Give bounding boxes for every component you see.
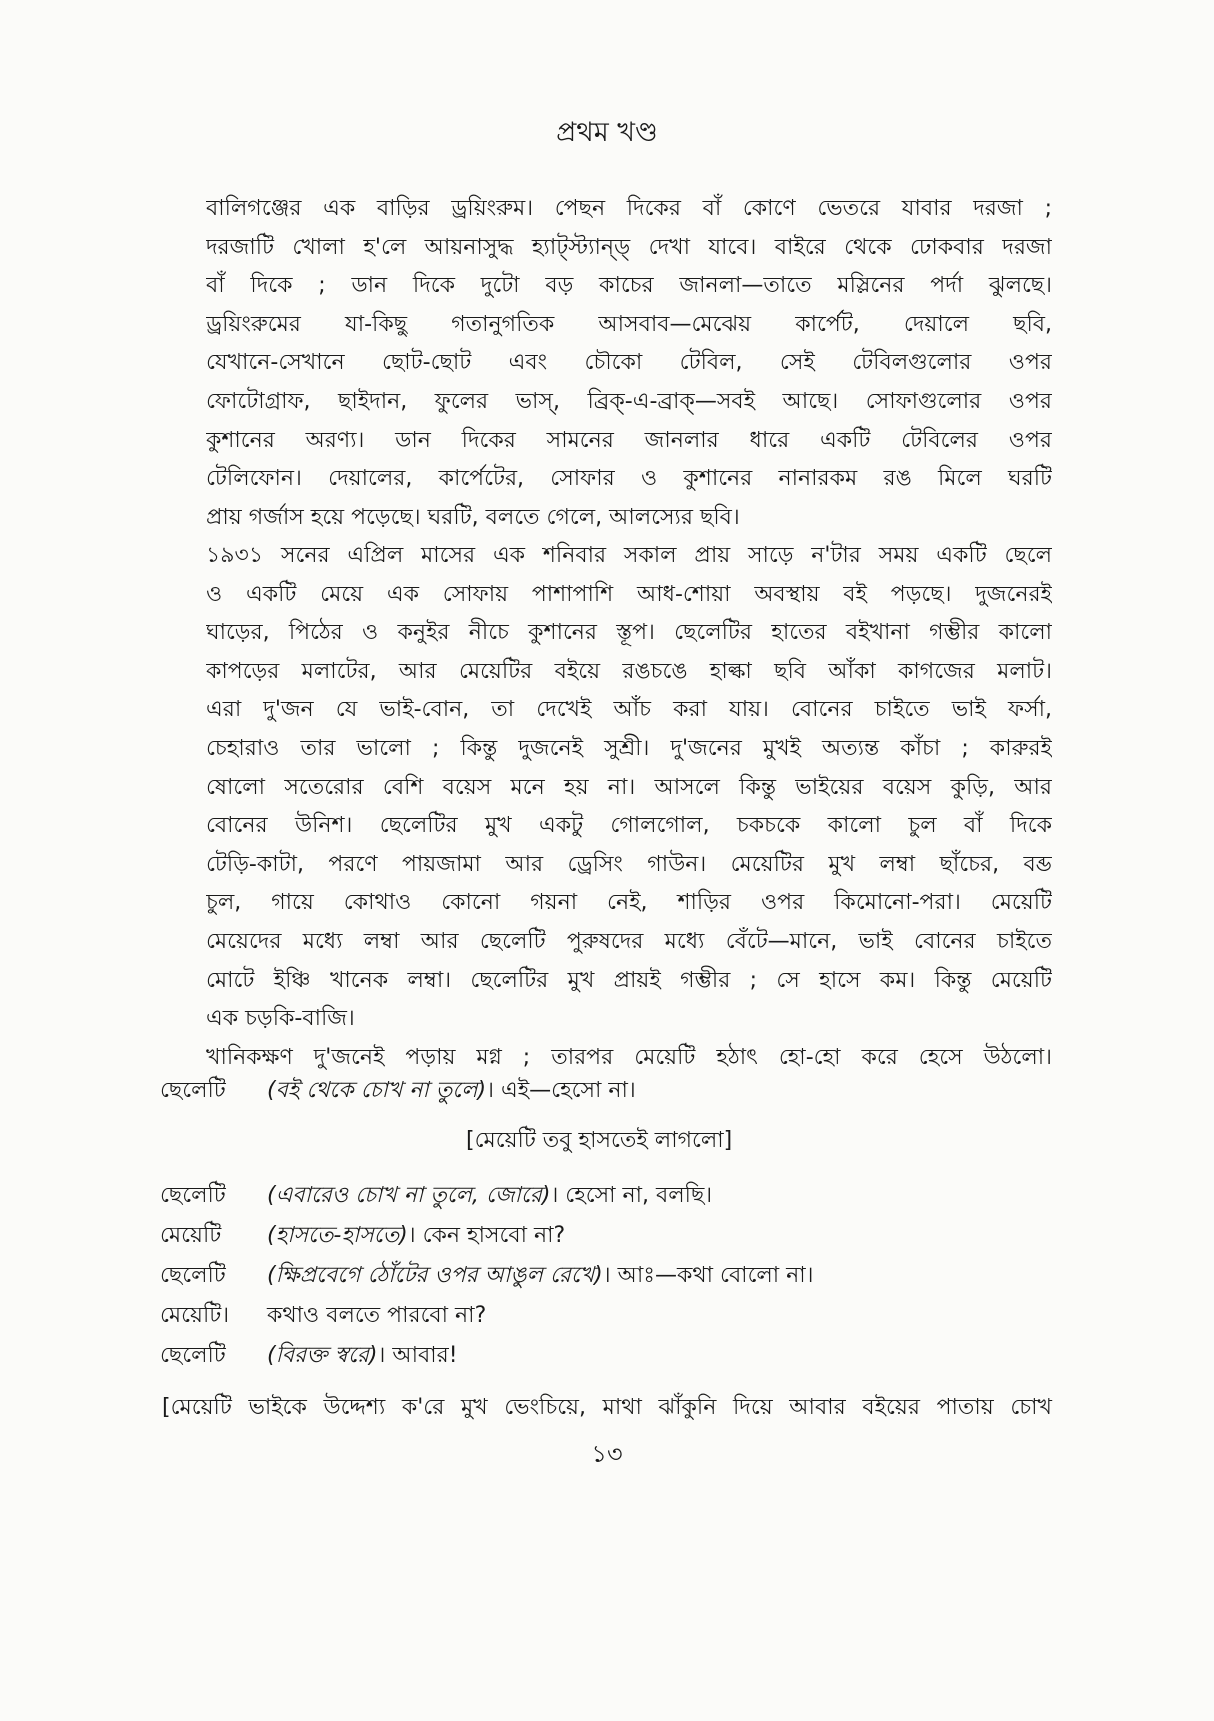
stage-direction: (হাসতে-হাসতে) (267, 1223, 408, 1248)
stage-note: [মেয়েটি তবু হাসতেই লাগলো] (466, 1128, 733, 1153)
text-line: চেহারাও তার ভালো ; কিন্তু দুজনেই সুশ্রী। দু'জনের মুখই অত্যন্ত কাঁচা ; কারুরই (206, 735, 1052, 761)
text-line: ড্রয়িংরুমের যা-কিছু গতানুগতিক আসবাব—মেঝেয় কার্পেট, দেয়ালে ছবি, (206, 311, 1052, 337)
stage-direction: (বই থেকে চোখ না তুলে) (267, 1078, 487, 1103)
text-line: বোনের উনিশ। ছেলেটির মুখ একটু গোলগোল, চকচকে কালো চুল বাঁ দিকে (206, 813, 1052, 839)
paragraph-setting (206, 190, 1052, 537)
dialogue-line (160, 1258, 814, 1295)
speaker: মেয়েটি (160, 1223, 222, 1248)
text-line: মেয়েদের মধ্যে লম্বা আর ছেলেটি পুরুষদের মধ্যে বেঁটে—মানে, ভাই বোনের চাইতে (206, 928, 1052, 954)
stage-direction: (বিরক্ত স্বরে) (267, 1343, 378, 1368)
stage-note-bottom: [মেয়েটি ভাইকে উদ্দেশ্য ক'রে মুখ ভেংচিয়ে, মাথা ঝাঁকুনি দিয়ে আবার বইয়ের পাতায় চোখ (162, 1395, 1052, 1420)
text-line: ষোলো সতেরোর বেশি বয়েস মনে হয় না। আসলে কিন্তু ভাইয়ের বয়েস কুড়ি, আর (206, 774, 1052, 800)
page-number: ১৩ (591, 1440, 623, 1468)
text-line: মোটে ইঞ্চি খানেক লম্বা। ছেলেটির মুখ প্রায়ই গম্ভীর ; সে হাসে কম। কিন্তু মেয়েটি (206, 967, 1052, 993)
speech: । কেন হাসবো না? (407, 1223, 566, 1248)
speaker: ছেলেটি (160, 1183, 226, 1208)
speech: । আঃ—কথা বোলো না। (602, 1263, 814, 1288)
paragraph-characters (206, 537, 1052, 1077)
speaker: ছেলেটি (160, 1343, 226, 1368)
speaker: মেয়েটি। (160, 1303, 230, 1328)
text-line: দরজাটি খোলা হ'লে আয়নাসুদ্ধ হ্যাট্স্ট্যান্ড্ দেখা যাবে। বাইরে থেকে ঢোকবার দরজা (206, 234, 1052, 260)
text-line: ঘাড়ের, পিঠের ও কনুইর নীচে কুশানের স্তূপ। ছেলেটির হাতের বইখানা গম্ভীর কালো (206, 620, 1052, 646)
text-line: ১৯৩১ সনের এপ্রিল মাসের এক শনিবার সকাল প্রায় সাড়ে ন'টার সময় একটি ছেলে (206, 543, 1052, 568)
stage-direction: (ক্ষিপ্রবেগে ঠোঁটের ওপর আঙুল রেখে) (267, 1263, 603, 1288)
text-line: টেলিফোন। দেয়ালের, কার্পেটের, সোফার ও কুশানের নানারকম রঙ মিলে ঘরটি (206, 466, 1052, 492)
dialogue-line (160, 1073, 636, 1110)
text-line: প্রায় গর্জাস হয়ে পড়েছে। ঘরটি, বলতে গেলে, আলস্যের ছবি। (206, 504, 740, 530)
dialogue-line (160, 1298, 486, 1335)
dialogue-line (160, 1338, 458, 1375)
speaker: ছেলেটি (160, 1263, 226, 1288)
dialogue-line (160, 1218, 565, 1255)
text-line: এক চড়কি-বাজি। (206, 1006, 355, 1032)
text-line: খানিকক্ষণ দু'জনেই পড়ায় মগ্ন ; তারপর মেয়েটি হঠাৎ হো-হো করে হেসে উঠলো। (206, 1044, 1052, 1070)
speech: । আবার! (377, 1343, 458, 1368)
text-line: কুশানের অরণ্য। ডান দিকের সামনের জানলার ধারে একটি টেবিলের ওপর (206, 427, 1052, 453)
section-heading: প্রথম খণ্ড (556, 117, 658, 148)
stage-direction: (এবারেও চোখ না তুলে, জোরে) (267, 1183, 551, 1208)
text-line: টেড়ি-কাটা, পরণে পায়জামা আর ড্রেসিং গাউন। মেয়েটির মুখ লম্বা ছাঁচের, বব্ড (206, 851, 1052, 877)
text-line: এরা দু'জন যে ভাই-বোন, তা দেখেই আঁচ করা যায়। বোনের চাইতে ভাই ফর্সা, (206, 697, 1052, 723)
text-line: চুল, গায়ে কোথাও কোনো গয়না নেই, শাড়ির ওপর কিমোনো-পরা। মেয়েটি (206, 890, 1052, 916)
text-line: বালিগঞ্জের এক বাড়ির ড্রয়িংরুম। পেছন দিকের বাঁ কোণে ভেতরে যাবার দরজা ; (206, 196, 1052, 221)
speech: । এই—হেসো না। (486, 1078, 636, 1103)
speaker: ছেলেটি (160, 1078, 226, 1103)
text-line: বাঁ দিকে ; ডান দিকে দুটো বড় কাচের জানলা—তাতে মস্লিনের পর্দা ঝুলছে। (206, 273, 1052, 299)
text-line: ফোটোগ্রাফ, ছাইদান, ফুলের ভাস্, ব্রিক্-এ-ব্রাক্—সবই আছে। সোফাগুলোর ওপর (206, 388, 1052, 414)
text-line: ও একটি মেয়ে এক সোফায় পাশাপাশি আধ-শোয়া অবস্থায় বই পড়ছে। দুজনেরই (206, 581, 1052, 607)
text-line: কাপড়ের মলাটের, আর মেয়েটির বইয়ে রঙচঙে হাল্কা ছবি আঁকা কাগজের মলাট। (206, 658, 1052, 684)
text-line: যেখানে-সেখানে ছোট-ছোট এবং চৌকো টেবিল, সেই টেবিলগুলোর ওপর (206, 350, 1052, 376)
speech: । হেসো না, বলছি। (550, 1183, 713, 1208)
speech: কথাও বলতে পারবো না? (267, 1303, 487, 1328)
dialogue-line (160, 1178, 712, 1215)
